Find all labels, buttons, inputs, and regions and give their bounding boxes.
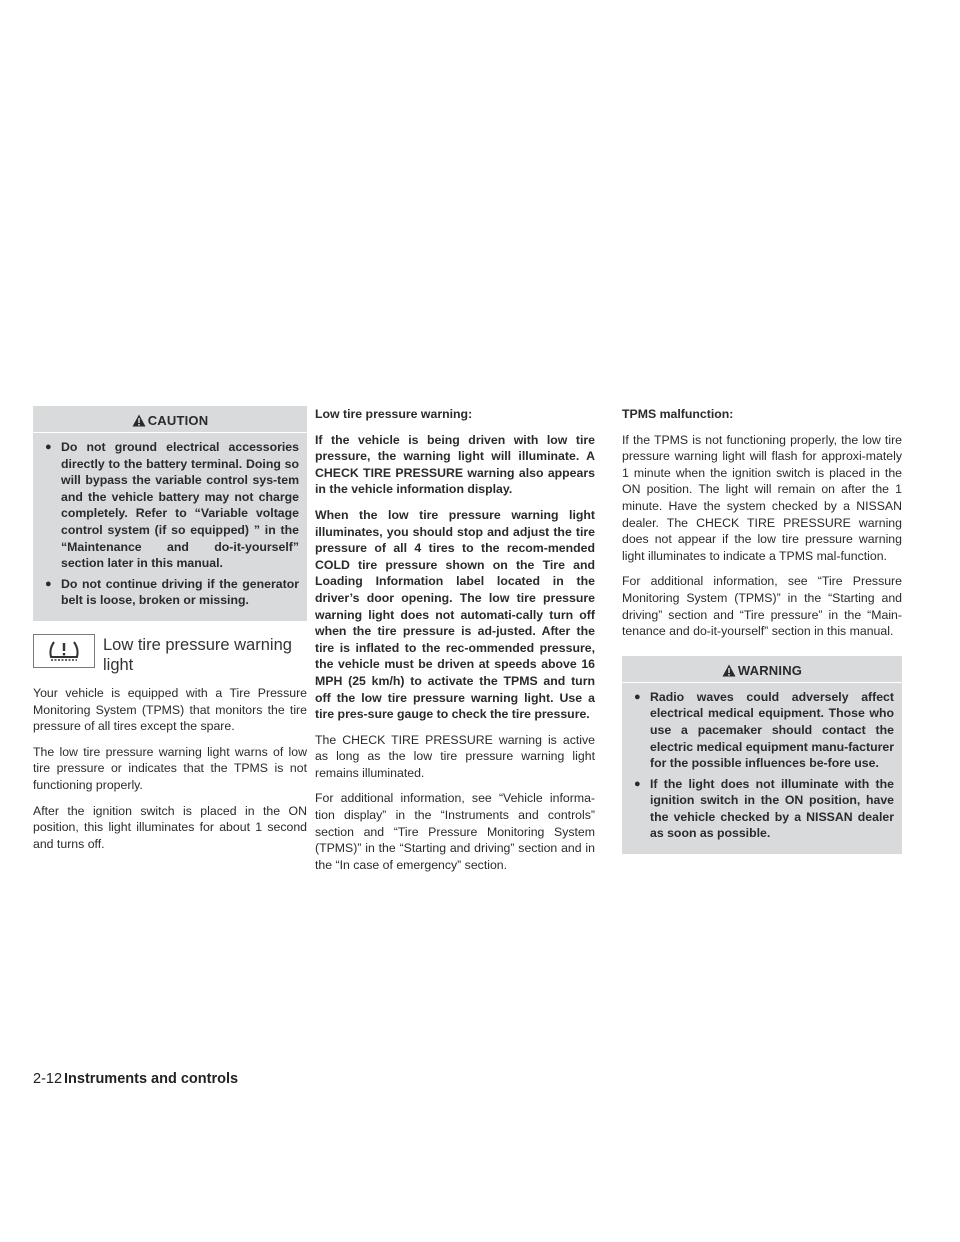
low-pressure-subhead: Low tire pressure warning: bbox=[315, 407, 473, 421]
section-title: Low tire pressure warning light bbox=[103, 635, 292, 674]
tire-pressure-warning-icon bbox=[33, 634, 95, 668]
warning-box bbox=[622, 656, 902, 854]
bold-paragraph: When the low tire pressure warning light illuminates, you should stop and adjust the tire pressure of all 4 tires to the recom-mended COLD tire pressure shown on the Tire and Loading Information label located in the driver’s door opening. The low tire pressure warning light does not automati-cally turn off when the tire pressure is ad-justed. After the tire is inflated to the rec-ommended pressure, the vehicle must be driven at speeds above 16 MPH (25 km/h) to activate the TPMS and turn off the low tire pressure warning light. Use a tire pres-sure gauge to check the tire pressure. bbox=[315, 507, 595, 722]
section-heading bbox=[33, 629, 307, 675]
body-paragraph: Your vehicle is equipped with a Tire Pressure Monitoring System (TPMS) that monitors the tire pressure of all tires except the spare. bbox=[33, 685, 307, 734]
warning-title: WARNING bbox=[622, 660, 902, 683]
body-paragraph: For additional information, see “Tire Pressure Monitoring System (TPMS)” in the “Starting and driving” section and “Tire pressure” in the “Main-tenance and do-it-yourself” section in this manual. bbox=[622, 574, 902, 639]
caution-triangle-icon bbox=[132, 414, 146, 427]
page-number: 2-12 bbox=[33, 1071, 63, 1087]
column-left bbox=[33, 406, 307, 861]
page-footer bbox=[33, 1071, 238, 1087]
footer-section-title: Instruments and controls bbox=[64, 1071, 239, 1087]
warning-item: ● Radio waves could adversely affect electrical medical equipment. Those who use a pacemaker should contact the electric medical equipment manu-facturer for the possible influences be-fore use. bbox=[634, 689, 894, 771]
warning-triangle-icon bbox=[722, 664, 736, 677]
caution-item: ● Do not continue driving if the generator belt is loose, broken or missing. bbox=[45, 576, 299, 608]
body-paragraph: After the ignition switch is placed in the ON position, this light illuminates for about 1 second and turns off. bbox=[33, 803, 307, 851]
bold-paragraph: If the vehicle is being driven with low tire pressure, the warning light will illuminate. A CHECK TIRE PRESSURE warning also appears in the vehicle information display. bbox=[315, 432, 595, 497]
body-paragraph: The CHECK TIRE PRESSURE warning is active as long as the low tire pressure warning light remains illuminated. bbox=[315, 732, 595, 780]
caution-list bbox=[41, 439, 299, 609]
body-paragraph: If the TPMS is not functioning properly, the low tire pressure warning light will flash for approxi-mately 1 minute when the ignition switch is placed in the ON position. The light will remain on after the 1 minute. Have the system checked by a NISSAN dealer. The CHECK TIRE PRESSURE warning does not appear if the low tire pressure warning light illuminates to indicate a TPMS mal-function. bbox=[622, 432, 902, 563]
body-paragraph: The low tire pressure warning light warns of low tire pressure or indicates that the TPMS is not functioning properly. bbox=[33, 744, 307, 792]
body-paragraph: For additional information, see “Vehicle informa-tion display” in the “Instruments and controls” section and “Tire Pressure Monitoring System (TPMS)” in the “Starting and driving” section and in the “In case of emergency” section. bbox=[315, 791, 595, 872]
warning-item: ● If the light does not illuminate with the ignition switch in the ON position, have the vehicle checked by a NISSAN dealer as soon as possible. bbox=[634, 776, 894, 841]
warning-list bbox=[630, 689, 894, 842]
column-right bbox=[622, 406, 902, 854]
caution-box bbox=[33, 406, 307, 621]
column-middle bbox=[315, 406, 595, 882]
caution-item: ● Do not ground electrical accessories directly to the battery terminal. Doing so will bypass the variable control sys-tem and the vehicle battery may not charge completely. Refer to “Variable voltage control system (if so equipped) ” in the “Maintenance and do-it-yourself” section later in this manual. bbox=[45, 440, 299, 571]
malfunction-subhead: TPMS malfunction: bbox=[622, 407, 734, 421]
caution-title: CAUTION bbox=[33, 410, 307, 433]
